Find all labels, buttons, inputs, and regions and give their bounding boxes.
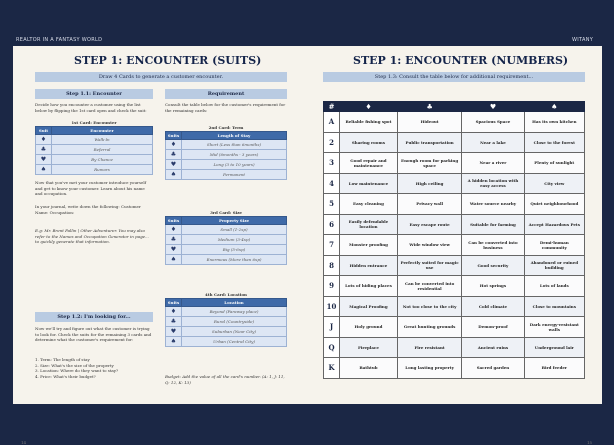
requirement-cell: Demi-human community	[524, 235, 584, 256]
requirement-cell: Cold climate	[462, 296, 524, 317]
club-icon: ♣	[36, 145, 52, 155]
requirement-cell: Wide window view	[397, 235, 461, 256]
step-1-3-band: Step 1.3: Consult the table below for additional requirement...	[323, 72, 585, 82]
spade-icon: ♠	[166, 255, 182, 265]
left-page	[13, 46, 308, 445]
club-icon: ♣	[166, 150, 182, 160]
requirement-cell: Accept Hazardous Pets	[524, 214, 584, 235]
table-row	[36, 155, 153, 165]
table-row	[324, 276, 585, 297]
requirement-cell: Close to the forest	[524, 132, 584, 153]
requirement-cell: Enough room for parking space	[397, 153, 461, 174]
col-suit-header: Suit	[36, 127, 52, 135]
running-header-left: REALTOR IN A FANTASY WORLD	[16, 37, 103, 43]
page-number-left: 14	[21, 440, 27, 445]
col-suits-header: Suits	[166, 132, 182, 140]
table-row	[166, 140, 287, 150]
heart-icon: ♥	[462, 102, 524, 112]
table-row	[166, 317, 287, 327]
table-row	[324, 317, 585, 338]
example-paragraph: E.g: Mr. Brent Fallin | Other Adventurer. You may also refer to the Names and Occupation Generator in page... to quickly generate that information.	[35, 228, 149, 244]
requirement-cell: Can be converted into residential	[397, 276, 461, 297]
col-location-header: Location	[182, 299, 287, 307]
diamond-icon: ♦	[166, 140, 182, 150]
location-table-caption: 4th Card: Location	[205, 292, 247, 297]
encounter-table-caption: 1st Card: Encounter	[71, 120, 117, 125]
requirement-cell: Ancient ruins	[462, 337, 524, 358]
encounter-value: By Chance	[52, 155, 153, 165]
requirement-label: Requirement	[165, 89, 287, 99]
table-row	[324, 112, 585, 133]
requirement-cell: Easy cleaning	[340, 194, 398, 215]
heart-icon: ♥	[166, 245, 182, 255]
draw-cards-band: Draw 4 Cards to generate a customer encounter.	[35, 72, 287, 82]
requirement-cell: Good repair and maintenance	[340, 153, 398, 174]
table-row	[36, 135, 153, 145]
table-row	[324, 132, 585, 153]
table-row	[324, 214, 585, 235]
top-banner	[0, 0, 614, 34]
term-table-caption: 2nd Card: Term	[208, 125, 244, 130]
size-value: Enormous (More than 6xp)	[182, 255, 287, 265]
requirement-cell: Close to mountains	[524, 296, 584, 317]
requirement-cell: Near a lake	[462, 132, 524, 153]
requirement-cell: Can be converted into business	[462, 235, 524, 256]
spade-icon: ♠	[166, 170, 182, 180]
rank-cell: 5	[324, 194, 340, 215]
table-row	[166, 245, 287, 255]
requirement-cell: Abandoned or ruined building	[524, 255, 584, 276]
location-value: Urban (Central City)	[182, 337, 287, 347]
table-row	[166, 225, 287, 235]
requirement-text: Consult the table below for the customer's requirement for the remaining cards:	[165, 102, 286, 113]
requirement-cell: Bird feeder	[524, 358, 584, 379]
requirement-cell: Monster proofing	[340, 235, 398, 256]
requirement-cell: Public transportation	[397, 132, 461, 153]
size-value: Small (1-2xp)	[182, 225, 287, 235]
requirement-cell: Easily defendable location	[340, 214, 398, 235]
heart-icon: ♥	[166, 327, 182, 337]
heart-icon: ♥	[166, 160, 182, 170]
rank-cell: Q	[324, 337, 340, 358]
size-table	[165, 216, 287, 265]
requirement-cell: Hidden entrance	[340, 255, 398, 276]
running-header-right: WITANY	[572, 37, 594, 43]
requirement-cell: Dark energy-resistant walls	[524, 317, 584, 338]
requirement-cell: A hidden location with easy access	[462, 173, 524, 194]
location-table	[165, 298, 287, 347]
requirement-list	[35, 357, 153, 379]
requirement-cell: City view	[524, 173, 584, 194]
table-row	[166, 160, 287, 170]
table-row	[166, 337, 287, 347]
table-row	[166, 150, 287, 160]
term-value: Long (3 to 10 years)	[182, 160, 287, 170]
table-row	[324, 358, 585, 379]
requirement-cell: Holy ground	[340, 317, 398, 338]
col-size-header: Property Size	[182, 217, 287, 225]
table-row	[324, 173, 585, 194]
list-item: 4. Price: What's their budget?	[35, 373, 96, 379]
step-1-1-text: Decide how you encounter a customer using the list below by flipping the 1st card open and check the suit:	[35, 102, 147, 113]
col-suits-header: Suits	[166, 299, 182, 307]
requirement-cell: Good security	[462, 255, 524, 276]
club-icon: ♣	[166, 317, 182, 327]
requirement-cell: Demon-proof	[462, 317, 524, 338]
rank-cell: 2	[324, 132, 340, 153]
diamond-icon: ♦	[166, 225, 182, 235]
encounter-value: Rumors	[52, 165, 153, 175]
requirement-cell: Water source nearby	[462, 194, 524, 215]
rank-cell: 6	[324, 214, 340, 235]
encounter-value: Referral	[52, 145, 153, 155]
page-title: STEP 1: ENCOUNTER (NUMBERS)	[353, 54, 569, 67]
requirement-cell: Spacious Space	[462, 112, 524, 133]
table-row	[166, 327, 287, 337]
rank-cell: J	[324, 317, 340, 338]
spade-icon: ♠	[524, 102, 584, 112]
table-row	[166, 307, 287, 317]
requirement-cell: Great hunting grounds	[397, 317, 461, 338]
requirement-cell: Perfectly suited for magic use	[397, 255, 461, 276]
requirement-cell: Hideout	[397, 112, 461, 133]
table-row	[324, 337, 585, 358]
requirement-cell: Lots of hiding places	[340, 276, 398, 297]
col-encounter-header: Encounter	[52, 127, 153, 135]
requirement-cell: Sacred garden	[462, 358, 524, 379]
table-row	[324, 255, 585, 276]
table-row	[324, 153, 585, 174]
rank-cell: 3	[324, 153, 340, 174]
rank-cell: K	[324, 358, 340, 379]
list-item: 2. Size: What's the size of the property	[35, 362, 114, 368]
requirement-cell: Low maintenance	[340, 173, 398, 194]
numbers-table	[323, 101, 585, 379]
term-value: Mid (6months - 3 years)	[182, 150, 287, 160]
rank-cell: 10	[324, 296, 340, 317]
rank-cell: A	[324, 112, 340, 133]
term-table	[165, 131, 287, 180]
diamond-icon: ♦	[166, 307, 182, 317]
step-1-2-text: Now we'll try and figure out what the customer is trying to look for. Check the suits for the remaining 3 cards and determine what the customer's requirement for:	[35, 326, 152, 342]
table-row	[36, 165, 153, 175]
rank-cell: 9	[324, 276, 340, 297]
table-row	[324, 235, 585, 256]
intro-paragraph: Now that you've met your customer introduce yourself and get to know your customer. Learn about his name and occupation.	[35, 180, 147, 196]
encounter-table	[35, 126, 153, 175]
encounter-value: Walk-In	[52, 135, 153, 145]
list-item: 3. Location: Where do they want to stay?	[35, 368, 119, 373]
col-length-header: Length of Stay	[182, 132, 287, 140]
requirement-cell: Privacy wall	[397, 194, 461, 215]
requirement-cell: Plenty of sunlight	[524, 153, 584, 174]
requirement-cell: Lots of lands	[524, 276, 584, 297]
table-row	[166, 235, 287, 245]
size-value: Big (5-6xp)	[182, 245, 287, 255]
bottom-banner	[0, 404, 614, 430]
club-icon: ♣	[166, 235, 182, 245]
requirement-cell: Reliable fishing spot	[340, 112, 398, 133]
table-row	[166, 170, 287, 180]
table-row	[36, 145, 153, 155]
requirement-cell: Suitable for farming	[462, 214, 524, 235]
requirement-cell: High ceiling	[397, 173, 461, 194]
step-1-1-label: Step 1.1: Encounter	[35, 89, 153, 99]
requirement-cell: Not too close to the city	[397, 296, 461, 317]
term-value: Short (Less than 6months)	[182, 140, 287, 150]
location-value: Rural (Countryside)	[182, 317, 287, 327]
page-number-right: 15	[587, 440, 593, 445]
col-suits-header: Suits	[166, 217, 182, 225]
requirement-cell: Magical Proofing	[340, 296, 398, 317]
diamond-icon: ♦	[36, 135, 52, 145]
requirement-cell: Underground lair	[524, 337, 584, 358]
heart-icon: ♥	[36, 155, 52, 165]
table-row	[166, 255, 287, 265]
requirement-cell: Sharing rooms	[340, 132, 398, 153]
list-item: 1. Term: The length of stay	[35, 357, 90, 362]
table-row	[324, 296, 585, 317]
location-value: Beyond (Faraway place)	[182, 307, 287, 317]
table-row	[324, 194, 585, 215]
requirement-cell: Quiet neighbourhood	[524, 194, 584, 215]
rank-cell: 7	[324, 235, 340, 256]
club-icon: ♣	[397, 102, 461, 112]
spade-icon: ♠	[36, 165, 52, 175]
size-table-caption: 3rd Card: Size	[210, 210, 242, 215]
requirement-cell: Near a river	[462, 153, 524, 174]
requirement-cell: Fireplace	[340, 337, 398, 358]
right-page	[307, 46, 602, 445]
rank-cell: 8	[324, 255, 340, 276]
requirement-cell: Long lasting property	[397, 358, 461, 379]
requirement-cell: Has its own kitchen	[524, 112, 584, 133]
requirement-cell: Hot springs	[462, 276, 524, 297]
step-1-2-label: Step 1.2: I'm looking for...	[35, 312, 153, 322]
rank-header: #	[324, 102, 340, 112]
diamond-icon: ♦	[340, 102, 398, 112]
term-value: Permanent	[182, 170, 287, 180]
size-value: Medium (3-4xp)	[182, 235, 287, 245]
budget-note: Budget: Add the value of all the card's number. (A: 1, J: 11, Q: 12, K: 13)	[165, 374, 285, 385]
requirement-cell: Easy escape route	[397, 214, 461, 235]
requirement-cell: Bathtub	[340, 358, 398, 379]
requirement-cell: Fire resistant	[397, 337, 461, 358]
journal-paragraph: In your journal, write down the following: Customer Name: Occupation:	[35, 204, 141, 215]
page-title: STEP 1: ENCOUNTER (SUITS)	[74, 54, 262, 67]
spade-icon: ♠	[166, 337, 182, 347]
location-value: Suburban (Near City)	[182, 327, 287, 337]
rank-cell: 4	[324, 173, 340, 194]
